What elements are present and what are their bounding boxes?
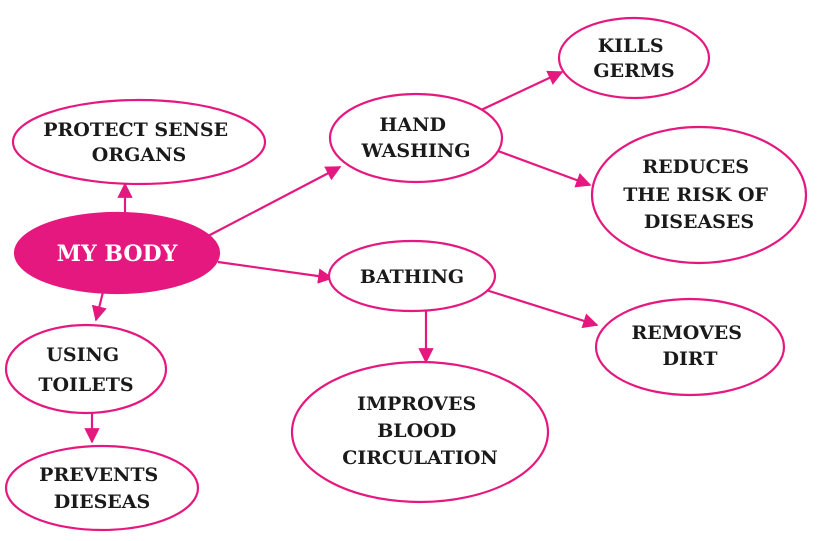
edge-handwashing-reduces [498,151,590,185]
node-reduces-risk [592,127,806,263]
node-prevents-dieseas [6,446,198,530]
node-removes-dirt-shape [596,299,784,395]
node-kills-germs-line-2: GERMS [593,60,675,82]
node-hand-washing-line-1: HAND [379,114,446,136]
node-improves-line-2: BLOOD [377,420,457,442]
node-my-body-line-1: MY BODY [56,241,178,267]
node-kills-germs-shape [559,18,709,98]
node-protect-line-1: PROTECT SENSE [43,119,229,141]
node-hand-washing-line-2: WASHING [361,140,471,162]
node-protect-shape [13,100,265,184]
node-prevents-line-1: PREVENTS [39,464,159,486]
node-improves-line-1: IMPROVES [357,393,477,415]
node-bathing-label [360,266,464,288]
node-toilets-shape [6,325,166,413]
node-reduces-line-3: DISEASES [643,211,755,233]
node-protect-line-2: ORGANS [91,144,187,166]
node-protect-sense-organs [13,100,265,184]
node-bathing-line-1: BATHING [359,266,465,288]
node-kills-germs-line-1: KILLS [597,35,664,57]
node-my-body [15,213,219,293]
node-removes-dirt [596,299,784,395]
node-bathing [329,241,495,311]
node-removes-dirt-line-1: REMOVES [631,322,742,344]
node-reduces-label [623,156,774,233]
node-improves-line-3: CIRCULATION [342,447,498,469]
node-reduces-line-2: THE RISK OF [623,184,769,206]
node-my-body-label [57,241,178,267]
edge-mybody-bathing [218,262,332,278]
node-hand-washing-shape [330,94,502,182]
node-removes-dirt-line-2: DIRT [662,348,718,370]
node-toilets-line-1: USING [46,344,120,366]
node-prevents-shape [6,446,198,530]
node-improves-circulation [292,362,548,502]
edge-bathing-removes [486,290,597,325]
node-prevents-line-2: DIESEAS [53,491,151,513]
node-kills-germs [559,18,709,98]
node-hand-washing [330,94,502,182]
edge-mybody-handwashing [208,167,340,236]
node-using-toilets [6,325,166,413]
node-toilets-line-2: TOILETS [38,374,134,396]
node-reduces-line-1: REDUCES [642,156,750,178]
